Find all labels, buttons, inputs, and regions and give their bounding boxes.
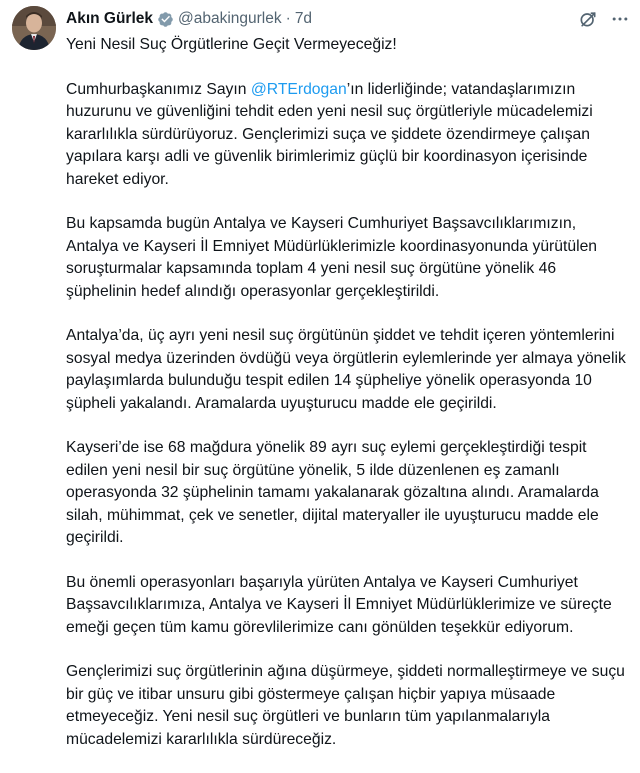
tweet-paragraph-1	[66, 79, 628, 192]
tweet-paragraph-5: Bu önemli operasyonları başarıyla yürüten Antalya ve Kayseri Cumhuriyet Başsavcılıklarımıza, Antalya ve Kayseri İl Emniyet Müdürlüklerimize ve süreçte emeği geçen tüm kamu görevlilerimize canı gönülden teşekkür ediyorum.	[66, 573, 612, 636]
avatar-image	[12, 6, 56, 50]
paragraph-1-start: Cumhurbaşkanımız Sayın	[66, 80, 251, 98]
tweet-paragraph-4: Kayseri’de ise 68 mağdura yönelik 89 ayrı suç eylemi gerçekleştirdiği tespit edilen yeni nesil bir suç örgütüne yönelik, 5 ilde düzenlenen eş zamanlı operasyonda 32 şüphelinin tamamı yakalanarak gözaltına alındı. Aramalarda silah, mühimmat, çek ve senetler, dijital materyaller ile uyuşturucu madde ele geçirildi.	[66, 439, 599, 546]
verified-badge-icon	[157, 11, 174, 28]
tweet-header	[66, 8, 628, 30]
tweet-paragraph-3: Antalya’da, üç ayrı yeni nesil suç örgütünün şiddet ve tehdit içeren yöntemlerini sosyal medya üzerinden övdüğü veya örgütlerin eylemlerinde yer almaya yönelik paylaşımlarda bulunduğu tespit edilen 14 şüpheliye yönelik operasyonda 10 şüpheli yakalandı. Aramalarda uyuşturucu madde ele geçirildi.	[66, 327, 626, 412]
grok-icon[interactable]	[578, 9, 598, 29]
author-handle[interactable]: @abakingurlek	[178, 10, 282, 27]
tweet-body	[66, 34, 628, 773]
more-icon[interactable]	[610, 9, 630, 29]
tweet-timestamp[interactable]: 7d	[294, 10, 313, 27]
tweet-title: Yeni Nesil Suç Örgütlerine Geçit Vermeyeceğiz!	[66, 36, 397, 53]
tweet-paragraph-6: Gençlerimizi suç örgütlerinin ağına düşürmeye, şiddeti normalleştirmeye ve suçu bir güç ve itibar unsuru gibi göstermeye çalışan hiçbir yapıya müsaade etmeyeceğiz. Yeni nesil suç örgütleri ve bunların tüm yapılanmalarıyla mücadelemizi kararlılıkla sürdüreceğiz.	[66, 663, 625, 748]
avatar[interactable]	[12, 6, 56, 50]
mention-link[interactable]: @RTErdogan	[250, 80, 347, 98]
tweet-paragraph-2: Bu kapsamda bugün Antalya ve Kayseri Cumhuriyet Başsavcılıklarımızın, Antalya ve Kayseri İl Emniyet Müdürlüklerimizle koordinasyonunda yürütülen soruşturmalar kapsamında toplam 4 yeni nesil suç örgütüne yönelik 46 şüphelinin hedef alındığı operasyonlar gerçekleştirildi.	[66, 215, 598, 300]
author-name[interactable]: Akın Gürlek	[66, 10, 153, 27]
paragraph-1-rest: ’ın liderliğinde; vatandaşlarımızın huzurunu ve güvenliğini tehdit eden yeni nesil suç örgütleriyle mücadelemizi kararlılıkla sürdürüyoruz. Gençlerimizi suça ve şiddete özendirmeye çalışan yapılara karşı adli ve güvenlik birimlerimiz güçlü bir koordinasyon içerisinde hareket ediyor.	[66, 80, 593, 188]
separator-dot: ·	[285, 10, 291, 27]
